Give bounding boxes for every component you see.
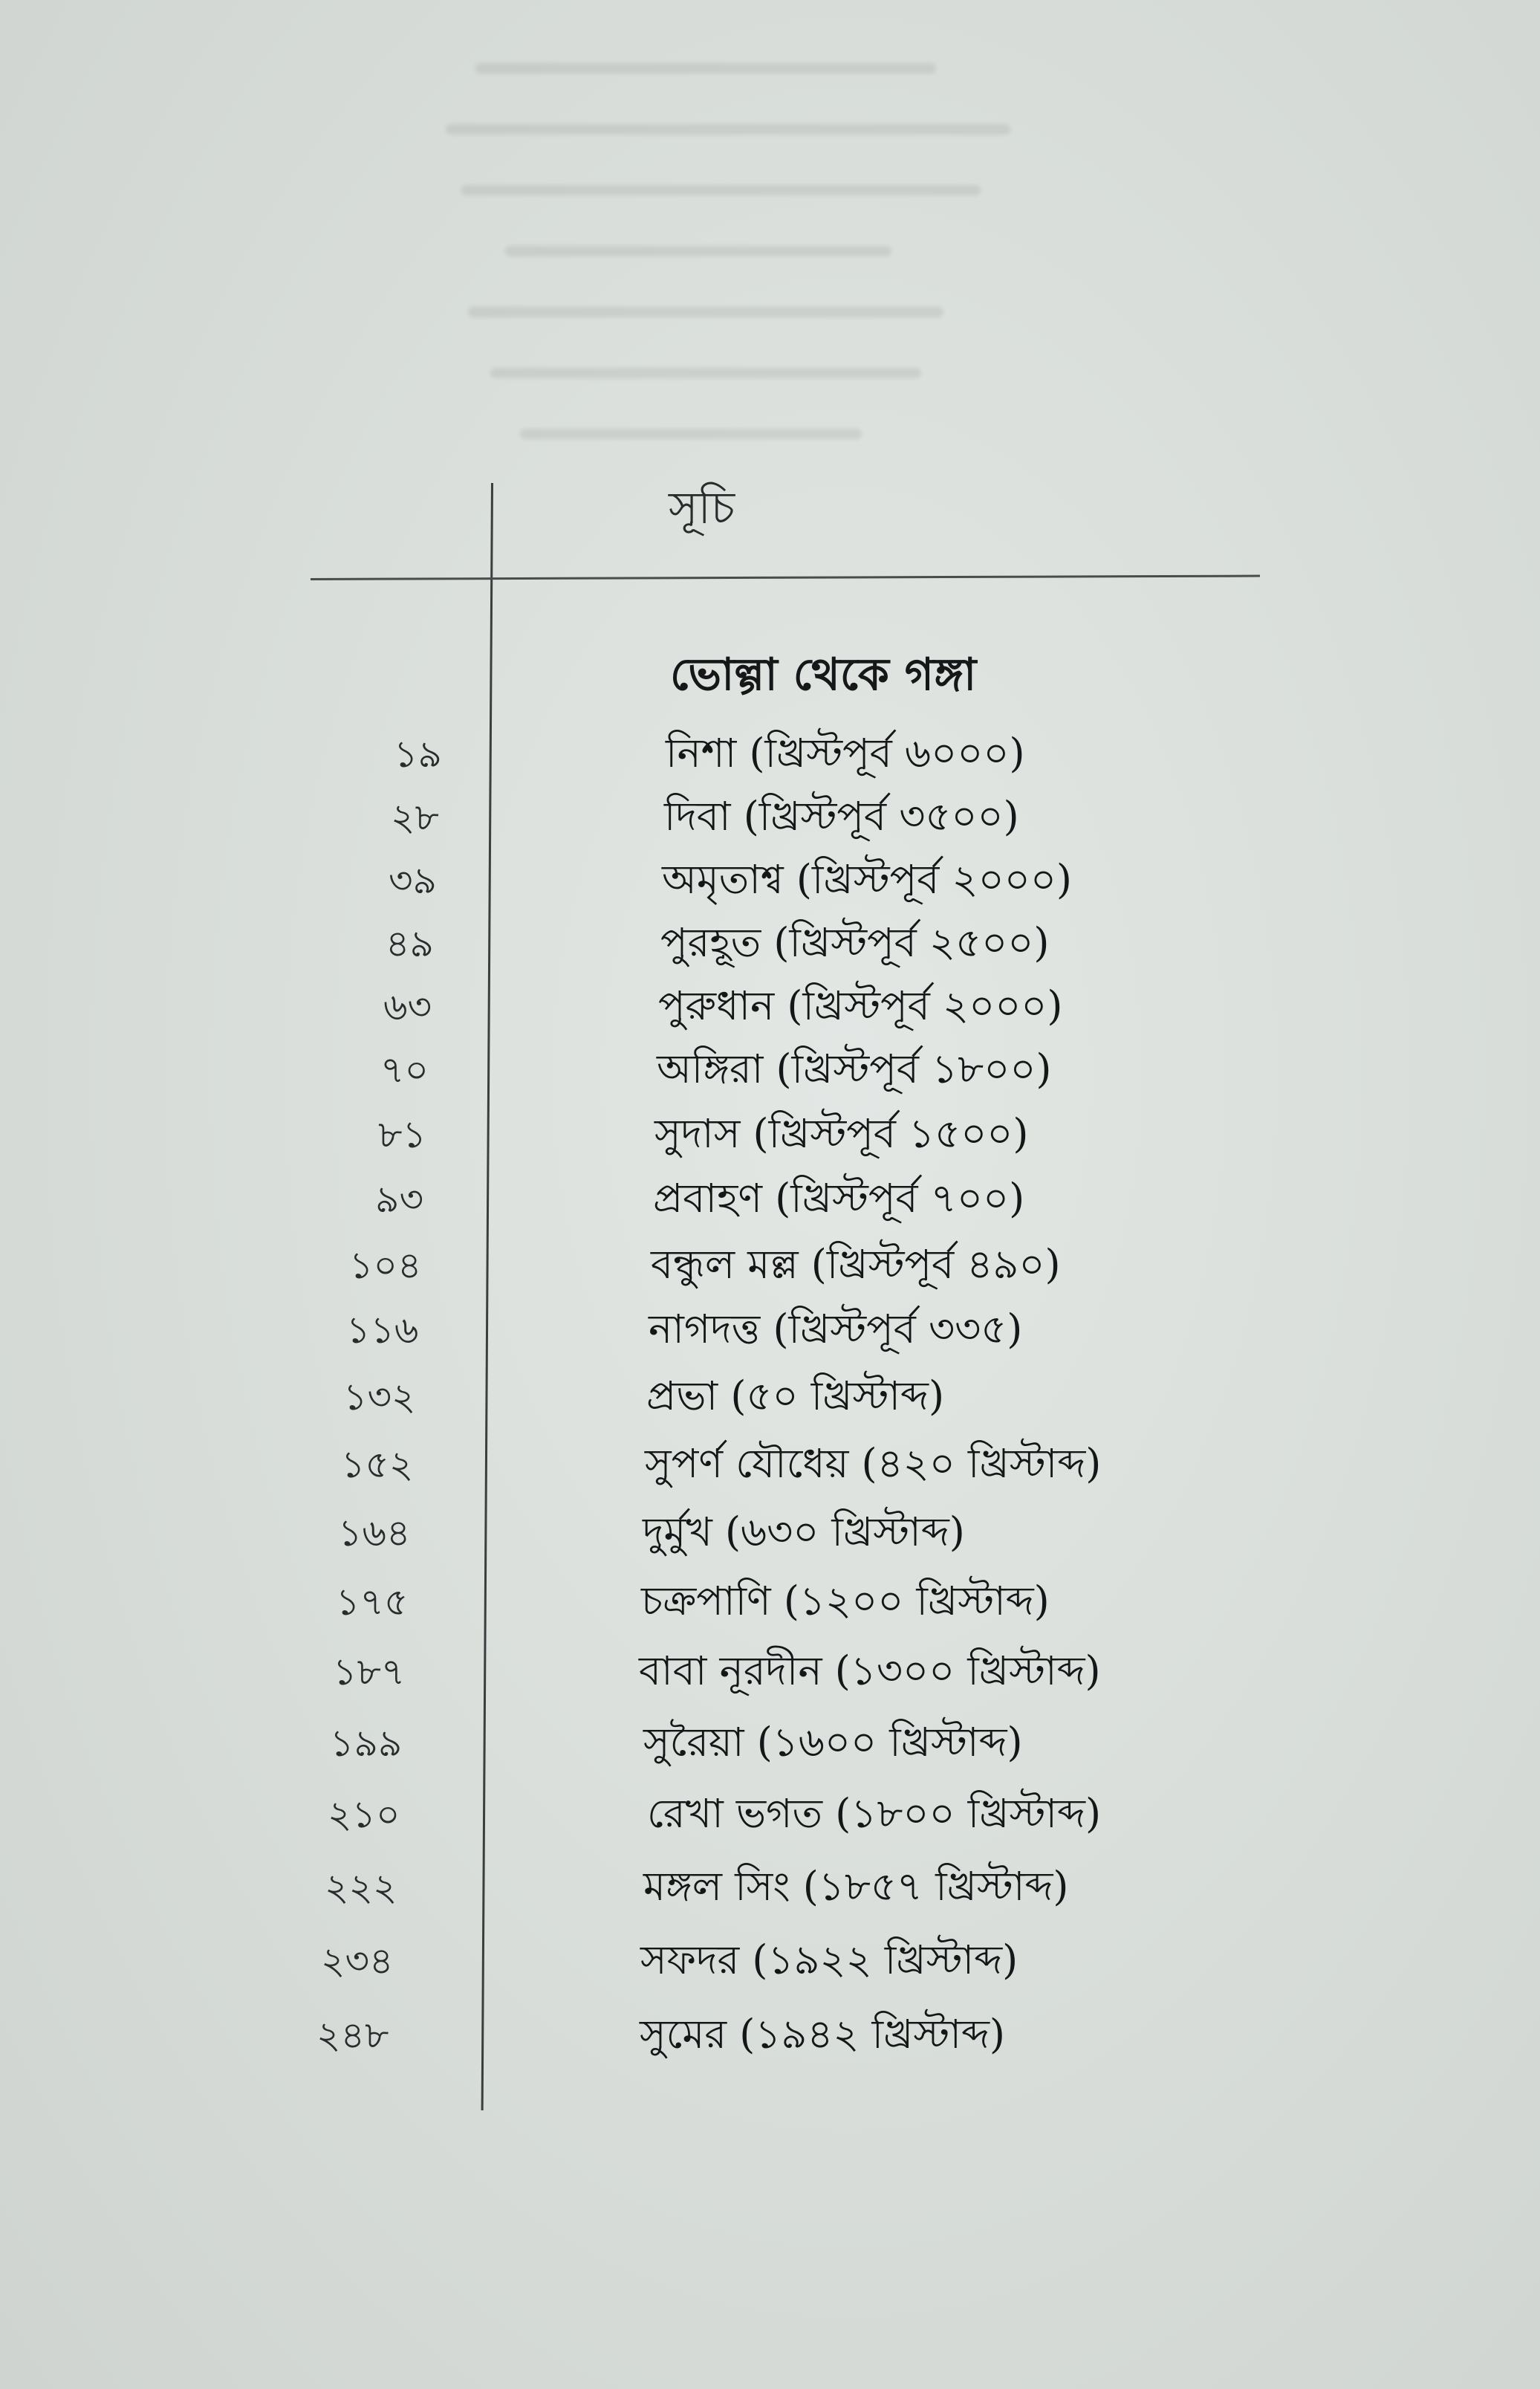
toc-entry [0,1172,1540,1231]
toc-chapter-title: সুমের (১৯৪২ খ্রিস্টাব্দ) [640,2011,1005,2058]
toc-chapter-title: নাগদত্ত (খ্রিস্টপূর্ব ৩৩৫) [649,1306,1023,1352]
toc-chapter-title: পুরহূত (খ্রিস্টপূর্ব ২৫০০) [660,919,1050,966]
toc-entry [0,1107,1540,1167]
book-title: ভোল্গা থেকে গঙ্গা [670,649,977,701]
toc-entry [0,1644,1540,1704]
toc-entry [0,1860,1540,1919]
toc-page-number: ২৩৪ [321,1939,394,1983]
toc-entry [0,1437,1540,1497]
toc-page-number: ২২২ [325,1866,397,1909]
toc-page-number: ১৭৫ [336,1581,409,1624]
toc-entry [0,1505,1540,1565]
toc-entry [0,1238,1540,1297]
toc-chapter-title: দুর্মুখ (৬৩০ খ্রিস্টাব্দ) [643,1508,965,1555]
toc-entry [0,979,1540,1039]
toc-entry [0,853,1540,913]
toc-page-number: ২৮ [391,796,439,839]
toc-entry [0,2008,1540,2067]
toc-entry [0,1716,1540,1775]
toc-entry [0,1787,1540,1847]
toc-chapter-title: পুরুধান (খ্রিস্টপূর্ব ২০০০) [658,982,1063,1029]
toc-chapter-title: দিবা (খ্রিস্টপূর্ব ৩৫০০) [664,793,1019,840]
toc-page-number: ৬৩ [383,985,432,1028]
toc-chapter-title: বন্ধুল মল্ল (খ্রিস্টপূর্ব ৪৯০) [651,1241,1061,1288]
toc-page-number: ১৬৪ [338,1511,411,1555]
toc-entry [0,727,1540,786]
toc-page-number: ৯৩ [375,1178,423,1221]
toc-chapter-title: বাবা নূরদীন (১৩০০ খ্রিস্টাব্দ) [639,1647,1101,1694]
toc-chapter-title: সুরৈয়া (১৬০০ খ্রিস্টাব্দ) [643,1719,1023,1766]
contents-heading: সূচি [669,482,735,534]
toc-chapter-title: সফদর (১৯২২ খ্রিস্টাব্দ) [640,1936,1018,1983]
toc-chapter-title: প্রভা (৫০ খ্রিস্টাব্দ) [646,1372,945,1419]
toc-entry [0,1933,1540,1993]
toc-page-number: ৪৯ [386,922,434,965]
toc-page-number: ১৯ [394,733,442,776]
toc-chapter-title: চক্রপাণি (১২০০ খ্রিস্টাব্দ) [641,1578,1050,1624]
toc-chapter-title: সুপর্ণ যৌধেয় (৪২০ খ্রিস্টাব্দ) [645,1440,1102,1487]
toc-entry [0,790,1540,849]
toc-page-number: ১৮৭ [333,1650,406,1693]
toc-entry [0,1043,1540,1102]
toc-page-number: ১১৬ [346,1309,419,1352]
toc-page-number: ১৫২ [341,1443,414,1486]
toc-page-number: ৮১ [378,1113,426,1156]
toc-page-number: ৩৯ [389,859,437,902]
toc-page-number: ১৯৯ [330,1722,403,1765]
toc-chapter-title: অঙ্গিরা (খ্রিস্টপূর্ব ১৮০০) [657,1046,1052,1092]
toc-page-number: ২৪৮ [316,2014,389,2057]
toc-entry [0,1369,1540,1429]
toc-page-number: ১০৪ [349,1244,422,1287]
toc-page-number: ২১০ [328,1793,400,1836]
toc-chapter-title: অমৃতাশ্ব (খ্রিস্টপূর্ব ২০০০) [662,856,1073,903]
toc-chapter-title: নিশা (খ্রিস্টপূর্ব ৬০০০) [666,730,1025,777]
toc-chapter-title: সুদাস (খ্রিস্টপূর্ব ১৫০০) [654,1110,1029,1157]
toc-chapter-title: রেখা ভগত (১৮০০ খ্রিস্টাব্দ) [647,1790,1102,1837]
toc-page-number: ৭০ [380,1048,429,1092]
toc-entry [0,1575,1540,1634]
toc-entry [0,1303,1540,1362]
toc-chapter-title: প্রবাহণ (খ্রিস্টপূর্ব ৭০০) [653,1175,1025,1222]
toc-entry [0,916,1540,976]
toc-page-number: ১৩২ [343,1375,416,1419]
toc-chapter-title: মঙ্গল সিং (১৮৫৭ খ্রিস্টাব্দ) [643,1863,1069,1910]
